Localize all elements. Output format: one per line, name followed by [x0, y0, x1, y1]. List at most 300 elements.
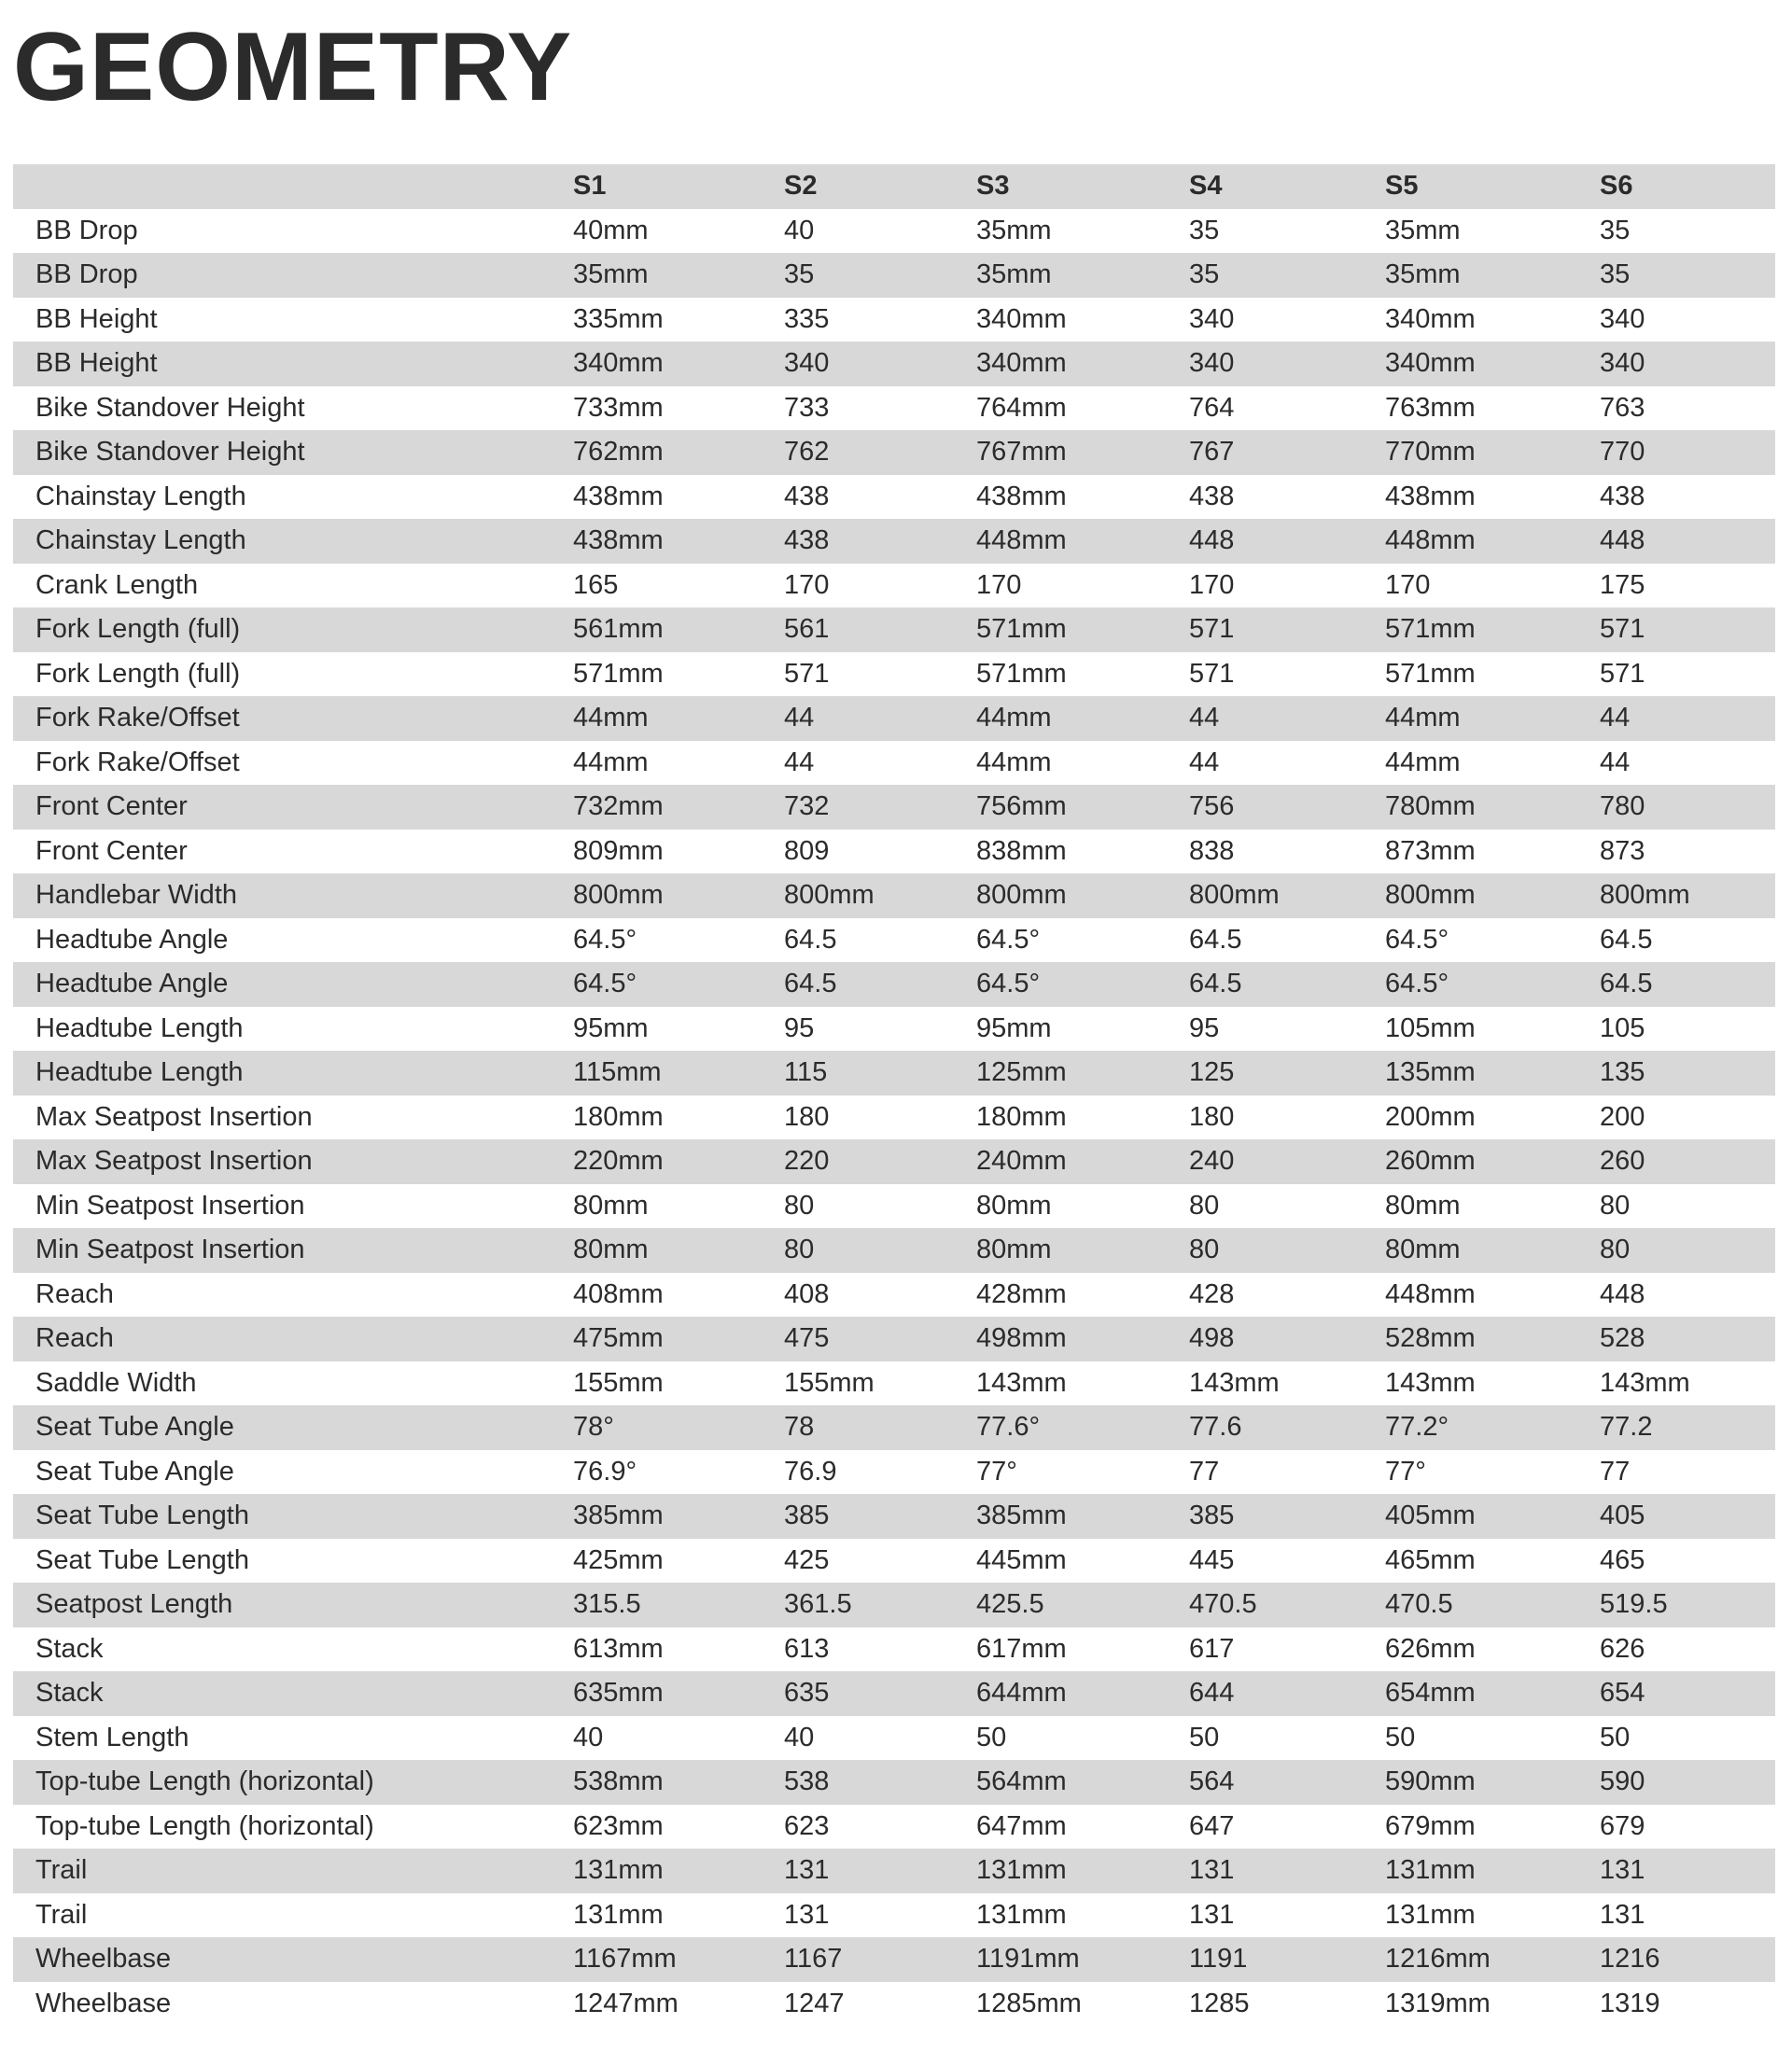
- table-cell: 800mm: [1189, 873, 1385, 918]
- table-cell: 1216mm: [1385, 1937, 1600, 1982]
- table-row: [13, 298, 1775, 342]
- table-cell: 131mm: [976, 1849, 1189, 1893]
- table-row: [13, 519, 1775, 564]
- table-cell: 135: [1600, 1051, 1775, 1096]
- table-cell: 340: [784, 342, 976, 386]
- table-cell: 80: [1189, 1184, 1385, 1229]
- table-row: [13, 1317, 1775, 1361]
- table-cell: 438mm: [573, 475, 784, 520]
- table-row: [13, 696, 1775, 741]
- table-cell: 44mm: [573, 741, 784, 786]
- table-cell: 385: [1189, 1494, 1385, 1539]
- table-cell: 635mm: [573, 1671, 784, 1716]
- table-cell: 180mm: [976, 1096, 1189, 1140]
- table-cell: 571mm: [1385, 607, 1600, 652]
- table-cell: 767: [1189, 430, 1385, 475]
- table-cell: 135mm: [1385, 1051, 1600, 1096]
- table-cell: 35: [1600, 209, 1775, 254]
- table-cell: 361.5: [784, 1583, 976, 1627]
- table-cell: 95mm: [573, 1007, 784, 1052]
- table-cell: 77.6°: [976, 1405, 1189, 1450]
- table-row: [13, 209, 1775, 254]
- table-cell: 170: [1385, 564, 1600, 608]
- table-cell: 613mm: [573, 1627, 784, 1672]
- column-header-parameter: [13, 164, 573, 209]
- table-cell: 77.2: [1600, 1405, 1775, 1450]
- table-cell: 64.5°: [1385, 918, 1600, 963]
- row-label: Stem Length: [13, 1716, 573, 1761]
- table-cell: 131mm: [976, 1893, 1189, 1938]
- table-row: [13, 1849, 1775, 1893]
- row-label: Chainstay Length: [13, 519, 573, 564]
- table-cell: 78°: [573, 1405, 784, 1450]
- table-cell: 131: [784, 1893, 976, 1938]
- row-label: Fork Rake/Offset: [13, 696, 573, 741]
- table-cell: 340: [1189, 342, 1385, 386]
- table-cell: 143mm: [1385, 1361, 1600, 1406]
- row-label: Fork Length (full): [13, 652, 573, 697]
- table-cell: 131mm: [573, 1893, 784, 1938]
- table-cell: 528: [1600, 1317, 1775, 1361]
- table-cell: 64.5: [1600, 918, 1775, 963]
- table-cell: 80mm: [573, 1184, 784, 1229]
- row-label: Seatpost Length: [13, 1583, 573, 1627]
- table-cell: 50: [1600, 1716, 1775, 1761]
- table-cell: 445mm: [976, 1539, 1189, 1584]
- table-cell: 131: [1189, 1849, 1385, 1893]
- table-cell: 1247: [784, 1982, 976, 2027]
- table-cell: 50: [1385, 1716, 1600, 1761]
- table-cell: 64.5: [1600, 962, 1775, 1007]
- row-label: Headtube Angle: [13, 962, 573, 1007]
- row-label: Fork Rake/Offset: [13, 741, 573, 786]
- table-cell: 425: [784, 1539, 976, 1584]
- table-cell: 733: [784, 386, 976, 431]
- table-cell: 77: [1600, 1450, 1775, 1495]
- table-row: [13, 1450, 1775, 1495]
- table-cell: 561mm: [573, 607, 784, 652]
- row-label: Reach: [13, 1317, 573, 1361]
- table-cell: 762: [784, 430, 976, 475]
- table-cell: 425.5: [976, 1583, 1189, 1627]
- table-cell: 64.5: [784, 918, 976, 963]
- table-cell: 200: [1600, 1096, 1775, 1140]
- table-row: [13, 1494, 1775, 1539]
- row-label: Min Seatpost Insertion: [13, 1184, 573, 1229]
- table-cell: 1285: [1189, 1982, 1385, 2027]
- table-cell: 44mm: [976, 741, 1189, 786]
- row-label: Front Center: [13, 830, 573, 874]
- table-cell: 623: [784, 1805, 976, 1850]
- table-cell: 340mm: [976, 342, 1189, 386]
- table-cell: 95: [784, 1007, 976, 1052]
- table-cell: 405mm: [1385, 1494, 1600, 1539]
- table-cell: 385mm: [573, 1494, 784, 1539]
- row-label: Top-tube Length (horizontal): [13, 1805, 573, 1850]
- table-cell: 448mm: [1385, 1273, 1600, 1318]
- table-cell: 498mm: [976, 1317, 1189, 1361]
- table-cell: 465: [1600, 1539, 1775, 1584]
- table-cell: 50: [976, 1716, 1189, 1761]
- row-label: Chainstay Length: [13, 475, 573, 520]
- table-cell: 438: [1600, 475, 1775, 520]
- table-cell: 385mm: [976, 1494, 1189, 1539]
- table-cell: 613: [784, 1627, 976, 1672]
- table-cell: 35mm: [1385, 253, 1600, 298]
- table-cell: 617mm: [976, 1627, 1189, 1672]
- row-label: Max Seatpost Insertion: [13, 1139, 573, 1184]
- table-cell: 180: [784, 1096, 976, 1140]
- table-cell: 131: [784, 1849, 976, 1893]
- table-cell: 767mm: [976, 430, 1189, 475]
- table-cell: 528mm: [1385, 1317, 1600, 1361]
- table-row: [13, 741, 1775, 786]
- table-row: [13, 1228, 1775, 1273]
- table-cell: 50: [1189, 1716, 1385, 1761]
- table-cell: 438mm: [976, 475, 1189, 520]
- table-cell: 131: [1600, 1893, 1775, 1938]
- table-cell: 571: [1600, 607, 1775, 652]
- table-cell: 80mm: [976, 1184, 1189, 1229]
- table-cell: 35: [1189, 253, 1385, 298]
- table-cell: 764mm: [976, 386, 1189, 431]
- geometry-table: [13, 164, 1775, 2026]
- row-label: Wheelbase: [13, 1937, 573, 1982]
- table-cell: 626mm: [1385, 1627, 1600, 1672]
- table-row: [13, 564, 1775, 608]
- table-cell: 623mm: [573, 1805, 784, 1850]
- table-cell: 538: [784, 1760, 976, 1805]
- row-label: Fork Length (full): [13, 607, 573, 652]
- table-cell: 1191: [1189, 1937, 1385, 1982]
- row-label: BB Height: [13, 298, 573, 342]
- table-row: [13, 785, 1775, 830]
- table-cell: 679mm: [1385, 1805, 1600, 1850]
- table-cell: 800mm: [1600, 873, 1775, 918]
- table-row: [13, 1937, 1775, 1982]
- table-row: [13, 1627, 1775, 1672]
- table-cell: 1247mm: [573, 1982, 784, 2027]
- table-cell: 732: [784, 785, 976, 830]
- table-row: [13, 918, 1775, 963]
- column-header-size-s4: S4: [1189, 164, 1385, 209]
- table-cell: 438: [1189, 475, 1385, 520]
- table-cell: 155mm: [573, 1361, 784, 1406]
- table-cell: 571: [784, 652, 976, 697]
- table-row: [13, 962, 1775, 1007]
- table-cell: 733mm: [573, 386, 784, 431]
- table-row: [13, 1893, 1775, 1938]
- table-cell: 44: [1189, 741, 1385, 786]
- table-row: [13, 1139, 1775, 1184]
- table-cell: 1216: [1600, 1937, 1775, 1982]
- table-cell: 428mm: [976, 1273, 1189, 1318]
- row-label: Crank Length: [13, 564, 573, 608]
- table-cell: 770: [1600, 430, 1775, 475]
- table-cell: 571mm: [976, 607, 1189, 652]
- table-cell: 1319mm: [1385, 1982, 1600, 2027]
- table-cell: 571: [1189, 652, 1385, 697]
- row-label: Handlebar Width: [13, 873, 573, 918]
- table-cell: 175: [1600, 564, 1775, 608]
- table-cell: 95mm: [976, 1007, 1189, 1052]
- table-cell: 475mm: [573, 1317, 784, 1361]
- table-cell: 40mm: [573, 209, 784, 254]
- table-row: [13, 607, 1775, 652]
- table-row: [13, 342, 1775, 386]
- table-cell: 647: [1189, 1805, 1385, 1850]
- table-row: [13, 1716, 1775, 1761]
- row-label: BB Drop: [13, 253, 573, 298]
- table-row: [13, 873, 1775, 918]
- table-cell: 1319: [1600, 1982, 1775, 2027]
- table-cell: 335: [784, 298, 976, 342]
- row-label: Min Seatpost Insertion: [13, 1228, 573, 1273]
- table-cell: 40: [573, 1716, 784, 1761]
- table-cell: 131mm: [1385, 1849, 1600, 1893]
- table-cell: 654: [1600, 1671, 1775, 1716]
- row-label: BB Drop: [13, 209, 573, 254]
- table-cell: 1285mm: [976, 1982, 1189, 2027]
- table-cell: 762mm: [573, 430, 784, 475]
- table-cell: 647mm: [976, 1805, 1189, 1850]
- table-cell: 838: [1189, 830, 1385, 874]
- table-cell: 35: [1189, 209, 1385, 254]
- table-cell: 131mm: [1385, 1893, 1600, 1938]
- table-cell: 1167: [784, 1937, 976, 1982]
- table-cell: 763mm: [1385, 386, 1600, 431]
- table-cell: 143mm: [976, 1361, 1189, 1406]
- table-cell: 470.5: [1385, 1583, 1600, 1627]
- table-cell: 873: [1600, 830, 1775, 874]
- table-cell: 873mm: [1385, 830, 1600, 874]
- table-cell: 170: [976, 564, 1189, 608]
- table-cell: 44mm: [1385, 741, 1600, 786]
- table-cell: 635: [784, 1671, 976, 1716]
- table-cell: 405: [1600, 1494, 1775, 1539]
- row-label: Headtube Length: [13, 1051, 573, 1096]
- table-cell: 448: [1189, 519, 1385, 564]
- row-label: BB Height: [13, 342, 573, 386]
- page-title: GEOMETRY: [13, 13, 573, 121]
- table-cell: 170: [784, 564, 976, 608]
- table-cell: 498: [1189, 1317, 1385, 1361]
- table-cell: 35: [1600, 253, 1775, 298]
- table-cell: 340mm: [1385, 298, 1600, 342]
- row-label: Seat Tube Angle: [13, 1450, 573, 1495]
- table-cell: 408: [784, 1273, 976, 1318]
- table-cell: 64.5°: [976, 918, 1189, 963]
- table-cell: 385: [784, 1494, 976, 1539]
- table-cell: 131: [1600, 1849, 1775, 1893]
- table-cell: 470.5: [1189, 1583, 1385, 1627]
- table-row: [13, 1273, 1775, 1318]
- table-row: [13, 830, 1775, 874]
- table-cell: 80mm: [1385, 1228, 1600, 1273]
- table-cell: 260mm: [1385, 1139, 1600, 1184]
- table-cell: 35mm: [976, 253, 1189, 298]
- table-cell: 756mm: [976, 785, 1189, 830]
- table-cell: 571mm: [573, 652, 784, 697]
- table-cell: 115mm: [573, 1051, 784, 1096]
- table-cell: 571mm: [1385, 652, 1600, 697]
- table-row: [13, 386, 1775, 431]
- table-row: [13, 1405, 1775, 1450]
- table-row: [13, 1583, 1775, 1627]
- table-row: [13, 1051, 1775, 1096]
- table-cell: 448: [1600, 1273, 1775, 1318]
- table-cell: 732mm: [573, 785, 784, 830]
- table-cell: 200mm: [1385, 1096, 1600, 1140]
- row-label: Bike Standover Height: [13, 430, 573, 475]
- table-cell: 408mm: [573, 1273, 784, 1318]
- table-cell: 445: [1189, 1539, 1385, 1584]
- table-cell: 780: [1600, 785, 1775, 830]
- table-row: [13, 1760, 1775, 1805]
- table-cell: 617: [1189, 1627, 1385, 1672]
- row-label: Seat Tube Length: [13, 1494, 573, 1539]
- row-label: Headtube Length: [13, 1007, 573, 1052]
- table-cell: 77.2°: [1385, 1405, 1600, 1450]
- table-cell: 465mm: [1385, 1539, 1600, 1584]
- table-cell: 679: [1600, 1805, 1775, 1850]
- table-cell: 105: [1600, 1007, 1775, 1052]
- table-cell: 80: [1600, 1184, 1775, 1229]
- table-cell: 40: [784, 209, 976, 254]
- row-label: Stack: [13, 1627, 573, 1672]
- table-cell: 80: [784, 1184, 976, 1229]
- table-cell: 756: [1189, 785, 1385, 830]
- table-cell: 44: [1600, 741, 1775, 786]
- table-cell: 438: [784, 519, 976, 564]
- table-row: [13, 1671, 1775, 1716]
- table-row: [13, 1007, 1775, 1052]
- row-label: Saddle Width: [13, 1361, 573, 1406]
- table-cell: 44: [1600, 696, 1775, 741]
- table-cell: 260: [1600, 1139, 1775, 1184]
- table-row: [13, 475, 1775, 520]
- table-cell: 44mm: [1385, 696, 1600, 741]
- row-label: Front Center: [13, 785, 573, 830]
- column-header-size-s1: S1: [573, 164, 784, 209]
- row-label: Wheelbase: [13, 1982, 573, 2027]
- table-cell: 131mm: [573, 1849, 784, 1893]
- table-cell: 809mm: [573, 830, 784, 874]
- table-cell: 315.5: [573, 1583, 784, 1627]
- table-cell: 44: [1189, 696, 1385, 741]
- table-cell: 438: [784, 475, 976, 520]
- table-cell: 77.6: [1189, 1405, 1385, 1450]
- table-cell: 64.5: [1189, 962, 1385, 1007]
- table-cell: 165: [573, 564, 784, 608]
- row-label: Seat Tube Angle: [13, 1405, 573, 1450]
- table-cell: 64.5°: [573, 962, 784, 1007]
- table-cell: 80mm: [1385, 1184, 1600, 1229]
- table-cell: 80: [784, 1228, 976, 1273]
- table-cell: 438mm: [1385, 475, 1600, 520]
- table-cell: 770mm: [1385, 430, 1600, 475]
- table-cell: 131: [1189, 1893, 1385, 1938]
- table-cell: 428: [1189, 1273, 1385, 1318]
- table-cell: 115: [784, 1051, 976, 1096]
- table-cell: 340mm: [1385, 342, 1600, 386]
- row-label: Headtube Angle: [13, 918, 573, 963]
- table-row: [13, 1096, 1775, 1140]
- table-cell: 654mm: [1385, 1671, 1600, 1716]
- table-cell: 425mm: [573, 1539, 784, 1584]
- table-cell: 77: [1189, 1450, 1385, 1495]
- table-cell: 626: [1600, 1627, 1775, 1672]
- table-cell: 64.5°: [1385, 962, 1600, 1007]
- table-row: [13, 1805, 1775, 1850]
- table-cell: 240: [1189, 1139, 1385, 1184]
- table-cell: 340: [1600, 298, 1775, 342]
- table-cell: 125mm: [976, 1051, 1189, 1096]
- table-cell: 564mm: [976, 1760, 1189, 1805]
- table-cell: 564: [1189, 1760, 1385, 1805]
- table-cell: 763: [1600, 386, 1775, 431]
- row-label: Trail: [13, 1893, 573, 1938]
- table-cell: 80mm: [976, 1228, 1189, 1273]
- table-header-row: [13, 164, 1775, 209]
- table-cell: 170: [1189, 564, 1385, 608]
- row-label: Top-tube Length (horizontal): [13, 1760, 573, 1805]
- table-cell: 44: [784, 741, 976, 786]
- table-cell: 105mm: [1385, 1007, 1600, 1052]
- table-cell: 800mm: [976, 873, 1189, 918]
- table-row: [13, 1982, 1775, 2027]
- table-cell: 809: [784, 830, 976, 874]
- row-label: Bike Standover Height: [13, 386, 573, 431]
- table-cell: 644: [1189, 1671, 1385, 1716]
- table-cell: 764: [1189, 386, 1385, 431]
- table-row: [13, 1539, 1775, 1584]
- table-cell: 220: [784, 1139, 976, 1184]
- table-cell: 1191mm: [976, 1937, 1189, 1982]
- table-row: [13, 652, 1775, 697]
- row-label: Seat Tube Length: [13, 1539, 573, 1584]
- table-cell: 340mm: [976, 298, 1189, 342]
- table-cell: 571: [1189, 607, 1385, 652]
- table-cell: 475: [784, 1317, 976, 1361]
- column-header-size-s5: S5: [1385, 164, 1600, 209]
- table-cell: 155mm: [784, 1361, 976, 1406]
- table-row: [13, 253, 1775, 298]
- row-label: Max Seatpost Insertion: [13, 1096, 573, 1140]
- table-cell: 95: [1189, 1007, 1385, 1052]
- table-cell: 780mm: [1385, 785, 1600, 830]
- table-cell: 40: [784, 1716, 976, 1761]
- table-cell: 77°: [976, 1450, 1189, 1495]
- table-cell: 538mm: [573, 1760, 784, 1805]
- table-cell: 44: [784, 696, 976, 741]
- table-cell: 838mm: [976, 830, 1189, 874]
- table-row: [13, 430, 1775, 475]
- column-header-size-s3: S3: [976, 164, 1189, 209]
- table-cell: 77°: [1385, 1450, 1600, 1495]
- column-header-size-s6: S6: [1600, 164, 1775, 209]
- table-cell: 64.5: [784, 962, 976, 1007]
- table-cell: 143mm: [1600, 1361, 1775, 1406]
- table-cell: 76.9: [784, 1450, 976, 1495]
- table-cell: 561: [784, 607, 976, 652]
- table-cell: 35mm: [1385, 209, 1600, 254]
- table-cell: 448mm: [1385, 519, 1600, 564]
- table-cell: 340mm: [573, 342, 784, 386]
- table-cell: 35mm: [573, 253, 784, 298]
- table-cell: 76.9°: [573, 1450, 784, 1495]
- table-cell: 180: [1189, 1096, 1385, 1140]
